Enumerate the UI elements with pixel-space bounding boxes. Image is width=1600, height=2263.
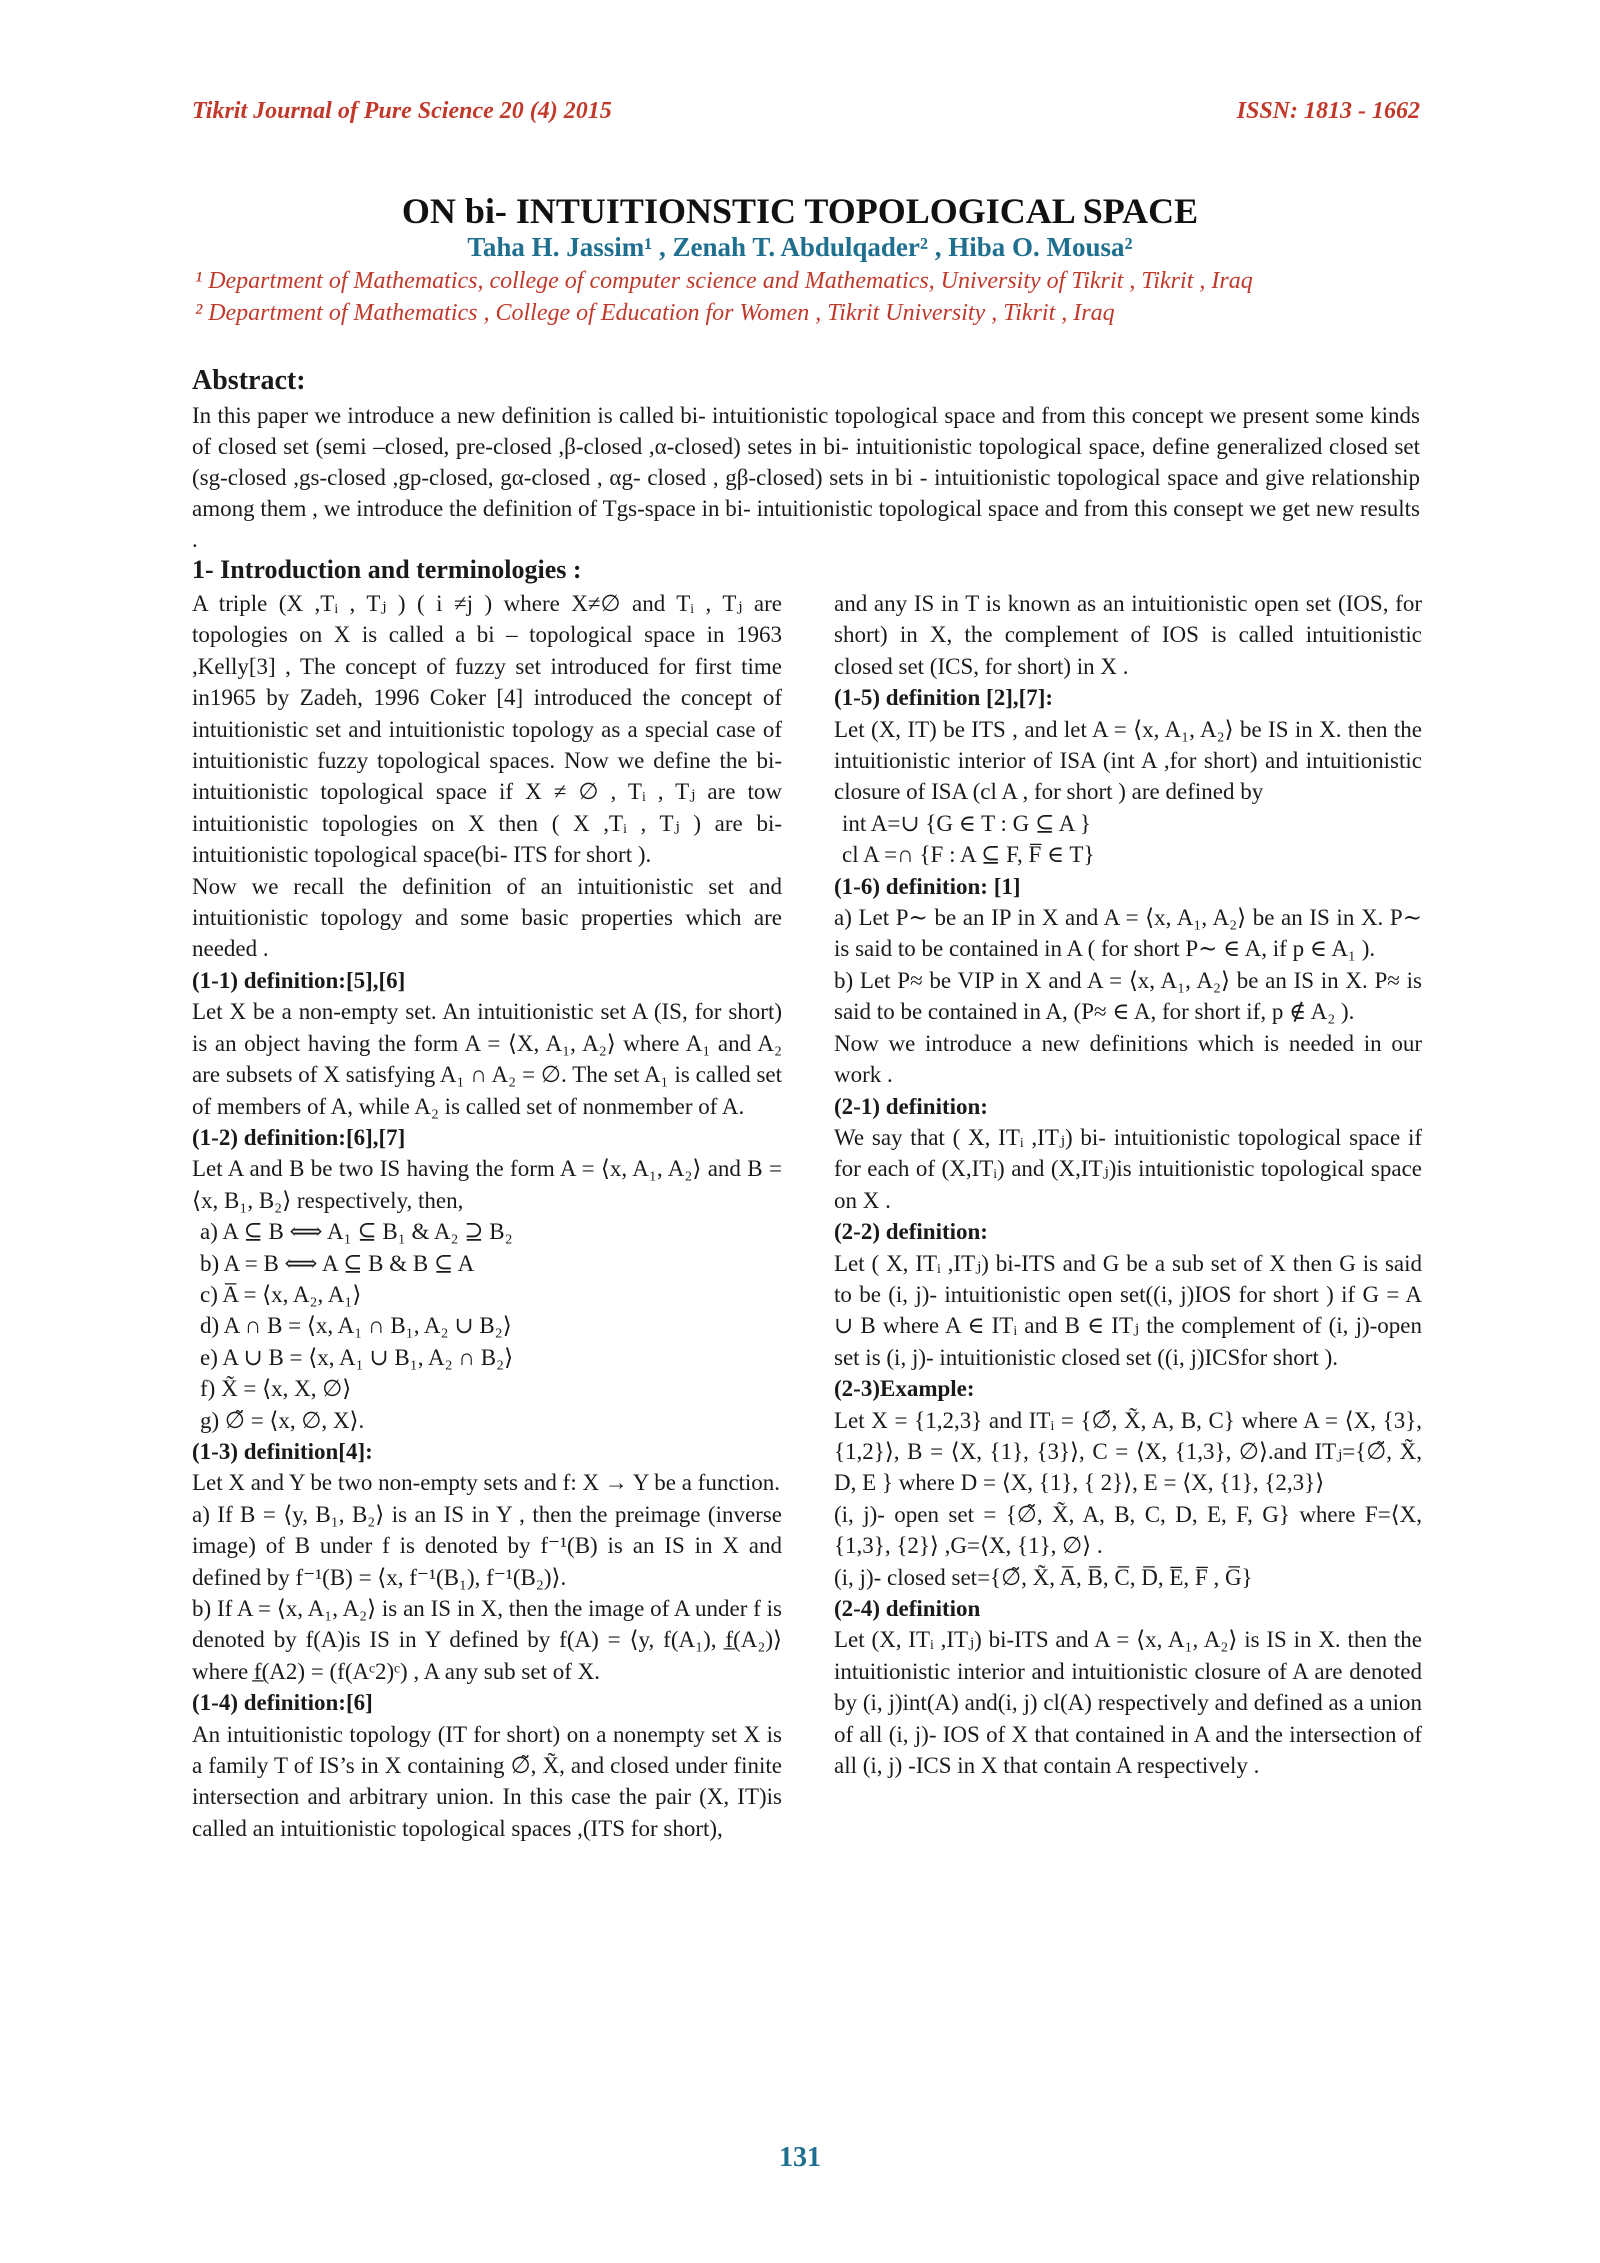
paragraph: (i, j)- closed set={∅̃, X̃, A̅, B̅, C̅, D̅, E̅, F̅ , G̅} xyxy=(834,1564,1253,1590)
definition-heading: (2-3)Example: xyxy=(834,1376,975,1402)
list-item: cl A =∩ {F : A ⊆ F, F̅ ∈ T} xyxy=(842,842,1095,868)
definition-heading: (2-1) definition: xyxy=(834,1093,988,1119)
paragraph: Let X and Y be two non-empty sets and f: X → Y be a function. xyxy=(192,1470,781,1496)
paragraph: a) Let P∼ be an IP in X and A = ⟨x, A₁, A₂⟩ be an IS in X. P∼ is said to be contained in A ( for short P∼ ∈ A, if p ∈ A₁ ). xyxy=(834,905,1422,962)
definition-heading: (1-6) definition: [1] xyxy=(834,873,1021,899)
abstract-text: In this paper we introduce a new definition is called bi- intuitionistic topological space and from this concept we present some kinds of closed set (semi –closed, pre-closed ,β-closed ,α-closed) setes in bi- intuitionistic topological space, define generalized closed set (sg-closed ,gs-closed ,gp-closed, gα-closed , αg- closed , gβ-closed) sets in bi - intuitionistic topological space and give relationship among them , we introduce the definition of Tgs-space in bi- intuitionistic topological space and from this consept we get new results . xyxy=(192,403,1420,552)
paragraph: An intuitionistic topology (IT for short) on a nonempty set X is a family T of IS’s in X containing ∅̃, X̃, and closed under finite intersection and arbitrary union. In this case the pair (X, IT)is called an intuitionistic topological spaces ,(ITS for short), xyxy=(192,1721,782,1841)
list-item: f) X̃ = ⟨x, X, ∅⟩ xyxy=(200,1376,352,1402)
definition-heading: (1-2) definition:[6],[7] xyxy=(192,1124,406,1150)
paragraph: Let X be a non-empty set. An intuitionistic set A (IS, for short) is an object having the form A = ⟨X, A₁, A₂⟩ where A₁ and A₂ are subsets of X satisfying A₁ ∩ A₂ = ∅. The set A₁ is called set of members of A, while A₂ is called set of nonmember of A. xyxy=(192,999,782,1119)
left-column xyxy=(192,588,782,1844)
abstract-heading: Abstract: xyxy=(192,365,306,396)
journal-header: Tikrit Journal of Pure Science 20 (4) 2015 xyxy=(192,98,612,124)
definition-heading: (2-4) definition xyxy=(834,1596,981,1621)
list-item: a) A ⊆ B ⟺ A₁ ⊆ B₁ & A₂ ⊇ B₂ xyxy=(200,1219,513,1245)
list-item: e) A ∪ B = ⟨x, A₁ ∪ B₁, A₂ ∩ B₂⟩ xyxy=(200,1344,514,1370)
paragraph: Let A and B be two IS having the form A = ⟨x, A₁, A₂⟩ and B = ⟨x, B₁, B₂⟩ respectively, then, xyxy=(192,1156,782,1213)
paper-title: ON bi- INTUITIONSTIC TOPOLOGICAL SPACE xyxy=(401,191,1199,231)
paragraph: Now we introduce a new definitions which is needed in our work . xyxy=(834,1030,1422,1088)
paragraph: A triple (X ,Tᵢ , Tⱼ ) ( i ≠j ) where X≠∅ and Tᵢ , Tⱼ are topologies on X is called a bi – topological space in 1963 ,Kelly[3] , The concept of fuzzy set introduced for first time in1965 by Zadeh, 1996 Coker [4] introduced the concept of intuitionistic set and intuitionistic topology as a special case of intuitionistic fuzzy topological spaces. Now we define the bi- intuitionistic topological space if X ≠ ∅ , Tᵢ , Tⱼ are tow intuitionistic topologies on X then ( X ,Tᵢ , Tⱼ ) are bi- intuitionistic topological space(bi- ITS for short ). xyxy=(192,591,782,868)
paragraph: Let X = {1,2,3} and ITᵢ = {∅̃, X̃, A, B, C} where A = ⟨X, {3}, {1,2}⟩, B = ⟨X, {1}, {3}⟩, C = ⟨X, {1,3}, ∅⟩.and ITⱼ={∅̃, X̃, D, E } where D = ⟨X, {1}, { 2}⟩, E = ⟨X, {1}, {2,3}⟩ xyxy=(834,1407,1422,1496)
list-item: b) A = B ⟺ A ⊆ B & B ⊆ A xyxy=(200,1250,475,1276)
page-number: 131 xyxy=(779,2142,821,2173)
definition-heading: (1-1) definition:[5],[6] xyxy=(192,967,406,993)
section-heading: 1- Introduction and terminologies : xyxy=(192,555,582,584)
paragraph: Let ( X, ITᵢ ,ITⱼ) bi-ITS and G be a sub set of X then G is said to be (i, j)- intuitionistic open set((i, j)IOS for short ) if G = A ∪ B where A ∈ ITᵢ and B ∈ ITⱼ the complement of (i, j)-open set is (i, j)- intuitionistic closed set ((i, j)ICSfor short ). xyxy=(834,1250,1422,1370)
definition-heading: (1-3) definition[4]: xyxy=(192,1438,373,1464)
list-item: g) ∅̃ = ⟨x, ∅, X⟩. xyxy=(200,1407,365,1433)
paragraph: Let (X, ITᵢ ,ITⱼ) bi-ITS and A = ⟨x, A₁, A₂⟩ is IS in X. then the intuitionistic interior and intuitionistic closure of A are denoted by (i, j)int(A) and(i, j) cl(A) respectively and defined as a union of all (i, j)- IOS of X that contained in A and the intersection of all (i, j) -ICS in X that contain A respectively . xyxy=(834,1627,1422,1779)
list-item: int A=∪ {G ∈ T : G ⊆ A } xyxy=(842,810,1091,836)
author-list: Taha H. Jassim¹ , Zenah T. Abdulqader² , Hiba O. Mousa² xyxy=(467,232,1133,262)
affiliation-2: ² Department of Mathematics , College of Education for Women , Tikrit University , Tikrit , Iraq xyxy=(195,300,1115,326)
paragraph: Now we recall the definition of an intuitionistic set and intuitionistic topology and some basic properties which are needed . xyxy=(192,873,782,962)
paragraph: Let (X, IT) be ITS , and let A = ⟨x, A₁, A₂⟩ be IS in X. then the intuitionistic interior of ISA (int A ,for short) and intuitionistic closure of ISA (cl A , for short ) are defined by xyxy=(834,716,1422,805)
paragraph: (i, j)- open set = {∅̃, X̃, A, B, C, D, E, F, G} where F=⟨X, {1,3}, {2}⟩ ,G=⟨X, {1}, ∅⟩ . xyxy=(834,1501,1422,1559)
list-item: d) A ∩ B = ⟨x, A₁ ∩ B₁, A₂ ∪ B₂⟩ xyxy=(200,1313,512,1339)
definition-heading: (1-5) definition [2],[7]: xyxy=(834,685,1054,711)
definition-heading: (2-2) definition: xyxy=(834,1219,988,1245)
right-column xyxy=(834,588,1422,1781)
paragraph: We say that ( X, ITᵢ ,ITⱼ) bi- intuitionistic topological space if for each of (X,ITᵢ) and (X,ITⱼ)is intuitionistic topological space on X . xyxy=(834,1124,1422,1213)
paragraph: and any IS in T is known as an intuitionistic open set (IOS, for short) in X, the complement of IOS is called intuitionistic closed set (ICS, for short) in X . xyxy=(834,591,1422,679)
definition-heading: (1-4) definition:[6] xyxy=(192,1690,373,1716)
paragraph: a) If B = ⟨y, B₁, B₂⟩ is an IS in Y , then the preimage (inverse image) of B under f is denoted by f⁻¹(B) is an IS in X and defined by f⁻¹(B) = ⟨x, f⁻¹(B₁), f⁻¹(B₂)⟩. xyxy=(192,1501,782,1590)
affiliation-1: ¹ Department of Mathematics, college of computer science and Mathematics, University of Tikrit , Tikrit , Iraq xyxy=(195,268,1253,294)
list-item: c) A̅ = ⟨x, A₂, A₁⟩ xyxy=(200,1281,362,1307)
paragraph: b) Let P≈ be VIP in X and A = ⟨x, A₁, A₂⟩ be an IS in X. P≈ is said to be contained in A, (P≈ ∈ A, for short if, p ∉ A₂ ). xyxy=(834,967,1422,1025)
issn-header: ISSN: 1813 - 1662 xyxy=(1236,98,1420,124)
paragraph: b) If A = ⟨x, A₁, A₂⟩ is an IS in X, then the image of A under f is denoted by f(A)is IS in Y defined by f(A) = ⟨y, f(A₁), f̲(A₂)⟩ where f̲(A2) = (f(Aᶜ2)ᶜ) , A any sub set of X. xyxy=(192,1596,782,1684)
